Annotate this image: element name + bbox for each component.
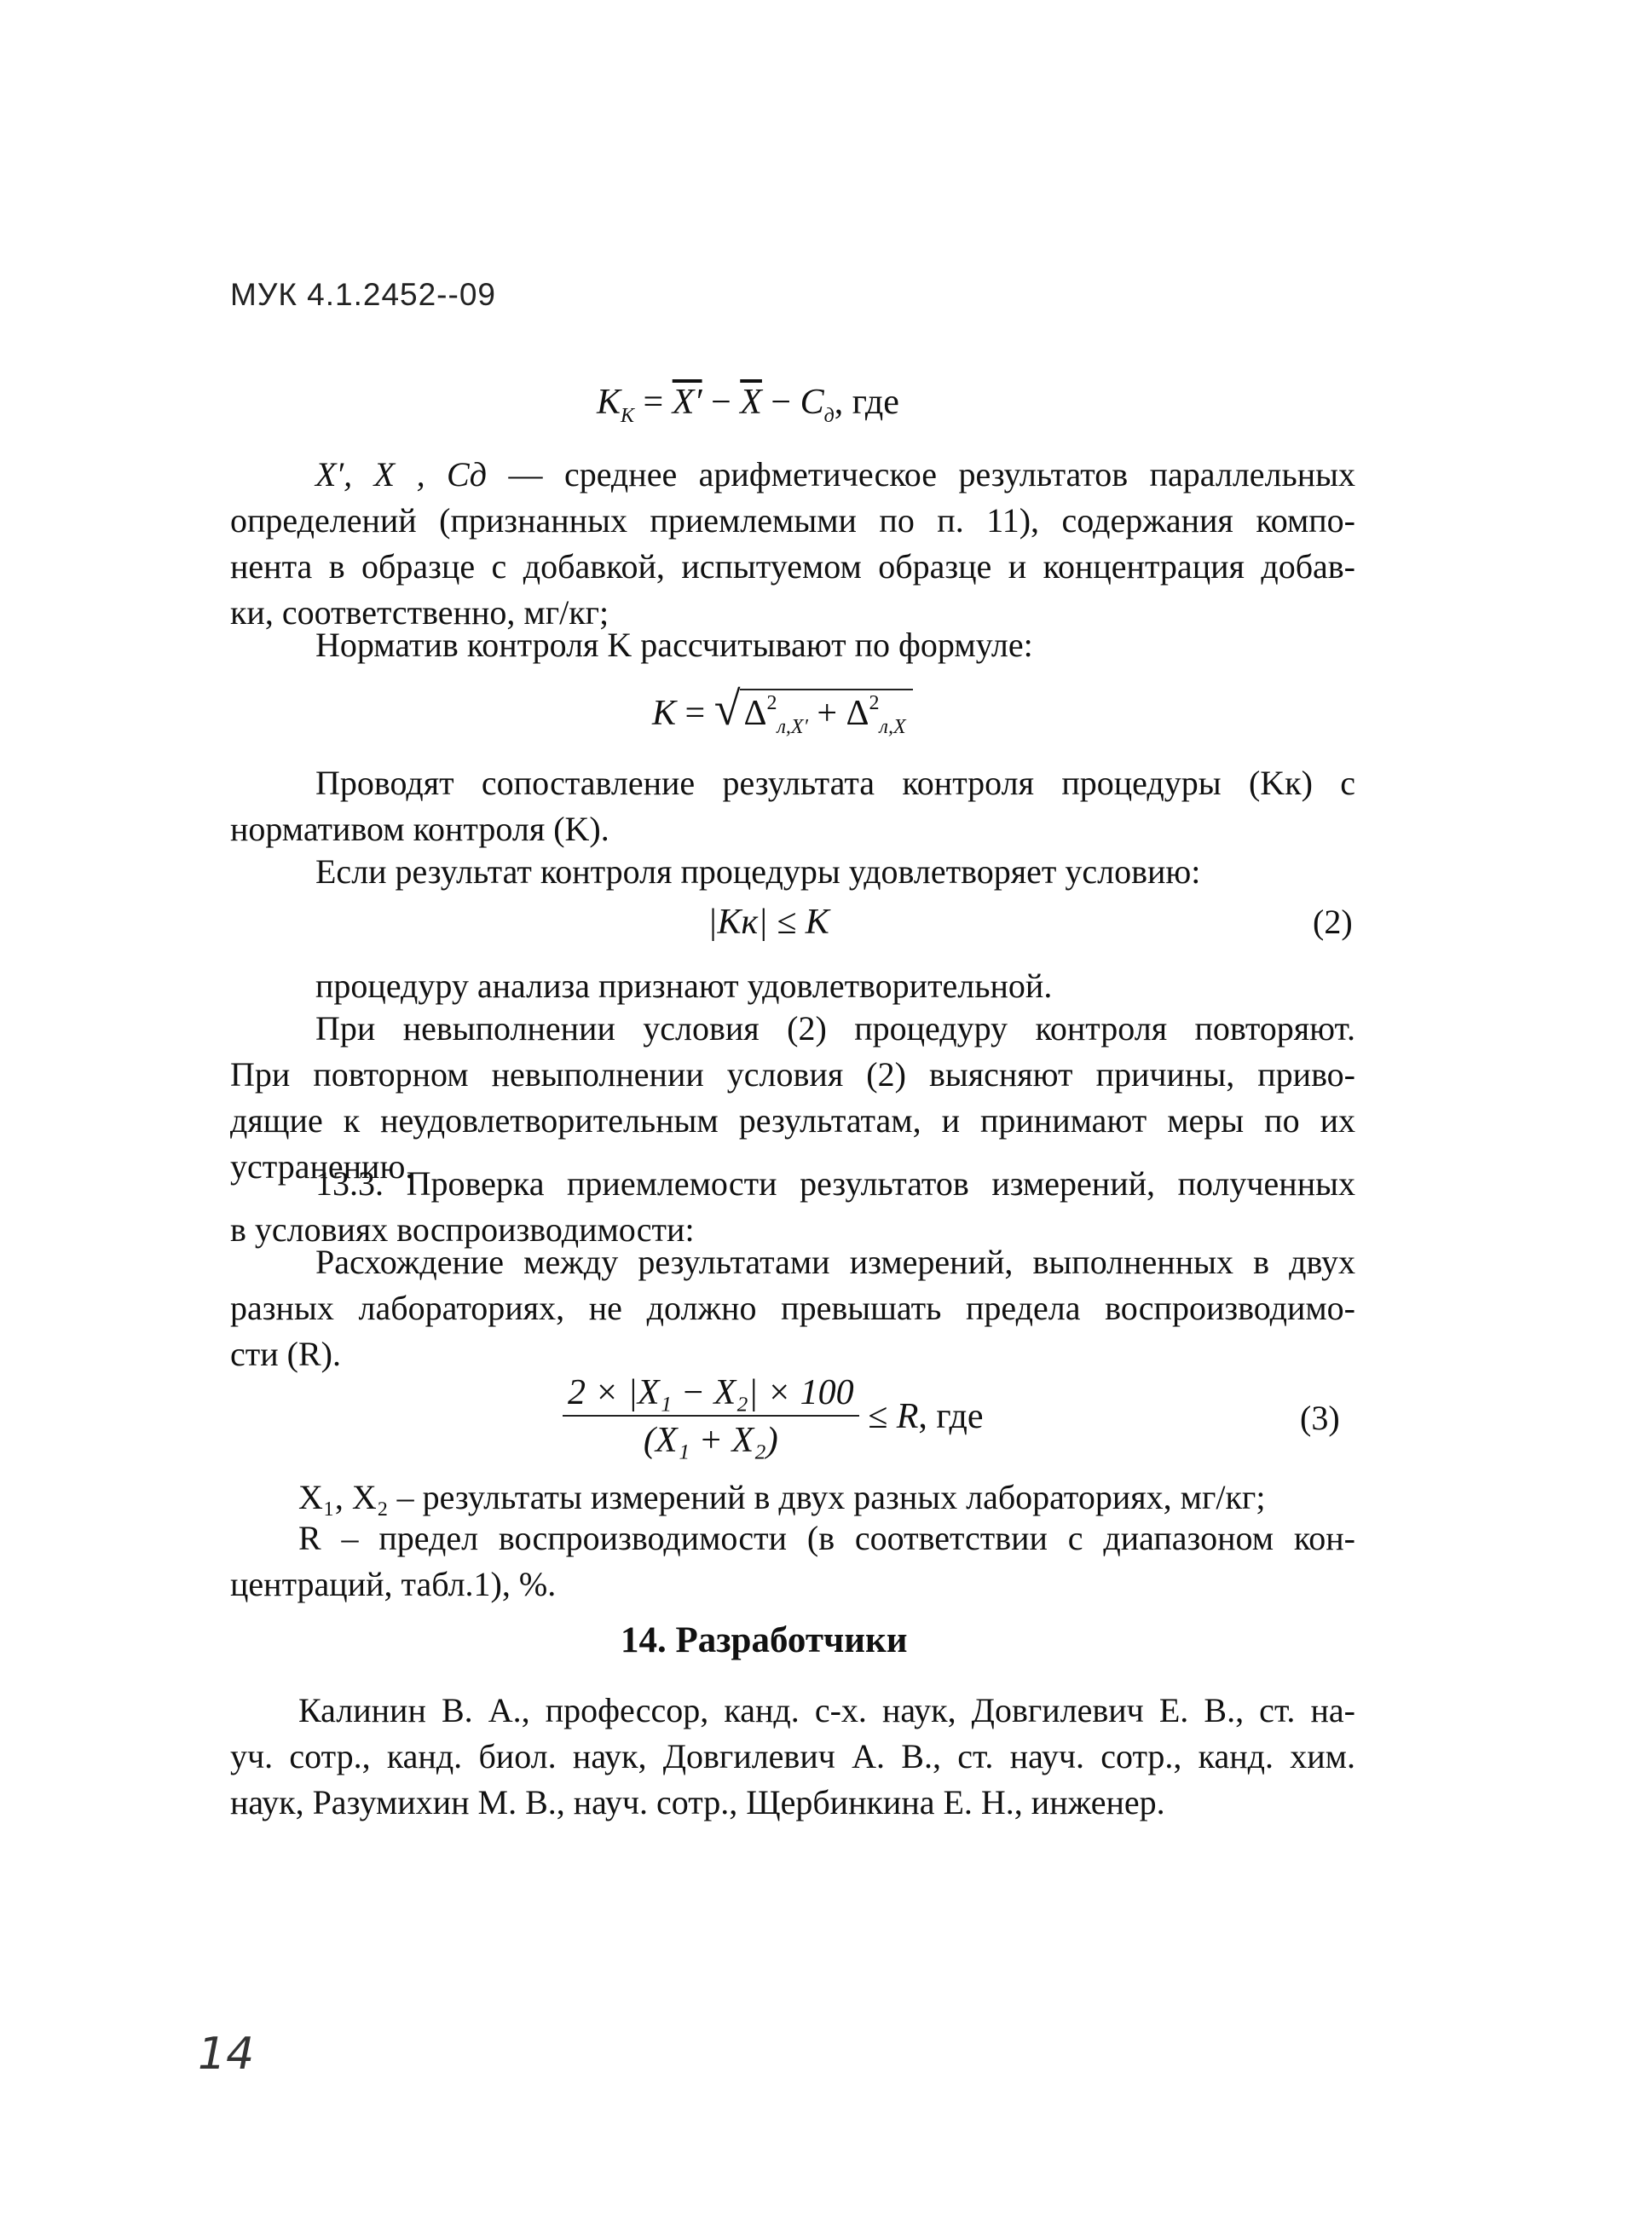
formula-c-symbol: C [800, 383, 824, 422]
repeat-line-3: дящие к неудовлетворительным результатам, и принимают меры по их [230, 1101, 1355, 1140]
definitions-line-2: определений (признанных приемлемыми по п. 11), содержания компо- [230, 501, 1355, 540]
developers-line-3: наук, Разумихин М. В., науч. сотр., Щербинкина Е. Н., инженер. [230, 1783, 1165, 1821]
formula2-delta-1: Δ [743, 694, 767, 733]
developers-line-1: Калинин В. А., профессор, канд. с-х. наук, Довгилевич Е. В., ст. на- [298, 1691, 1355, 1729]
formula-x-mean: $\overline{X}$ [740, 383, 762, 422]
formula4-relation: ≤ R [858, 1397, 919, 1436]
compare-line-2: нормативом контроля (K). [230, 810, 609, 848]
document-code-header: МУК 4.1.2452--09 [230, 277, 496, 312]
r-definition-line-2: центраций, табл.1), %. [230, 1565, 557, 1603]
formula2-radicand [740, 689, 912, 739]
definitions-line-1 [315, 452, 1355, 498]
formula-condition: |Kк| ≤ K [708, 903, 829, 942]
page-number: 14 [198, 2029, 255, 2080]
formula2-plus: + [807, 694, 846, 733]
sqrt-icon: √ [713, 683, 741, 736]
formula-x-prime-mean: X′ [672, 383, 702, 422]
developers-line-2: уч. сотр., канд. биол. наук, Довгилевич А. В., ст. науч. сотр., канд. хим. [230, 1737, 1355, 1775]
condition-paragraph: Если результат контроля процедуры удовлетворяет условию: [315, 852, 1201, 891]
formula2-equals: = [676, 694, 714, 733]
discrepancy-line-1: Расхождение между результатами измерений, выполненных в двух [315, 1243, 1355, 1281]
r-definition-line-1: R – предел воспроизводимости (в соответствии с диапазоном кон- [298, 1519, 1355, 1557]
formula4-numerator: 2 × |X₁ − X₂| × 100 [563, 1372, 859, 1417]
definition-variables: X′, X , Cд [315, 455, 487, 494]
formula-k-symbol: K [597, 383, 621, 422]
formula-k-subscript: K [621, 405, 635, 427]
definition-text: — среднее арифметическое результатов параллельных [508, 455, 1356, 494]
formula-c-subscript: д [823, 405, 835, 427]
formula-reproducibility [563, 1372, 984, 1461]
formula2-delta-2: Δ [846, 694, 869, 733]
formula4-fraction [563, 1372, 859, 1461]
formula-minus-1: − [702, 383, 741, 422]
repeat-line-4: устранению. [230, 1147, 414, 1186]
x1x2-definition: X₁, X₂ – результаты измерений в двух разных лабораториях, мг/кг; [298, 1478, 1266, 1516]
equation-number-2: (2) [1313, 903, 1353, 941]
repeat-line-1: При невыполнении условия (2) процедуру контроля повторяют. [315, 1009, 1355, 1048]
formula2-power-1: 2 [766, 692, 777, 714]
formula4-tail: , где [918, 1397, 984, 1436]
formula-control-result [597, 382, 899, 428]
formula4-denominator: (X₁ + X₂) [643, 1421, 778, 1460]
formula2-k: K [652, 694, 677, 733]
section-14-title: 14. Разработчики [621, 1620, 908, 1660]
formula2-subscript-2: л,X [879, 716, 906, 738]
formula-normative [652, 682, 913, 739]
formula-equals: = [634, 383, 673, 422]
formula-tail: , где [834, 383, 899, 422]
equation-number-3: (3) [1300, 1399, 1340, 1437]
section-13-3-line-1: 13.3. Проверка приемлемости результатов измерений, полученных [315, 1164, 1355, 1203]
repeat-line-2: При повторном невыполнении условия (2) выясняют причины, приво- [230, 1055, 1355, 1094]
definitions-line-4: ки, соответственно, мг/кг; [230, 593, 609, 632]
compare-line-1: Проводят сопоставление результата контроля процедуры (Kк) с [315, 764, 1355, 802]
discrepancy-line-2: разных лабораториях, не должно превышать предела воспроизводимо- [230, 1289, 1355, 1327]
satisfactory-paragraph: процедуру анализа признают удовлетворительной. [315, 967, 1053, 1005]
formula2-subscript-1: л,X′ [777, 716, 808, 738]
formula2-power-2: 2 [869, 692, 880, 714]
normative-paragraph: Норматив контроля K рассчитывают по формуле: [315, 626, 1033, 664]
section-13-3-line-2: в условиях воспроизводимости: [230, 1210, 695, 1249]
formula-minus-2: − [761, 383, 800, 422]
discrepancy-line-3: сти (R). [230, 1335, 341, 1373]
definitions-line-3: нента в образце с добавкой, испытуемом образце и концентрация добав- [230, 547, 1355, 586]
